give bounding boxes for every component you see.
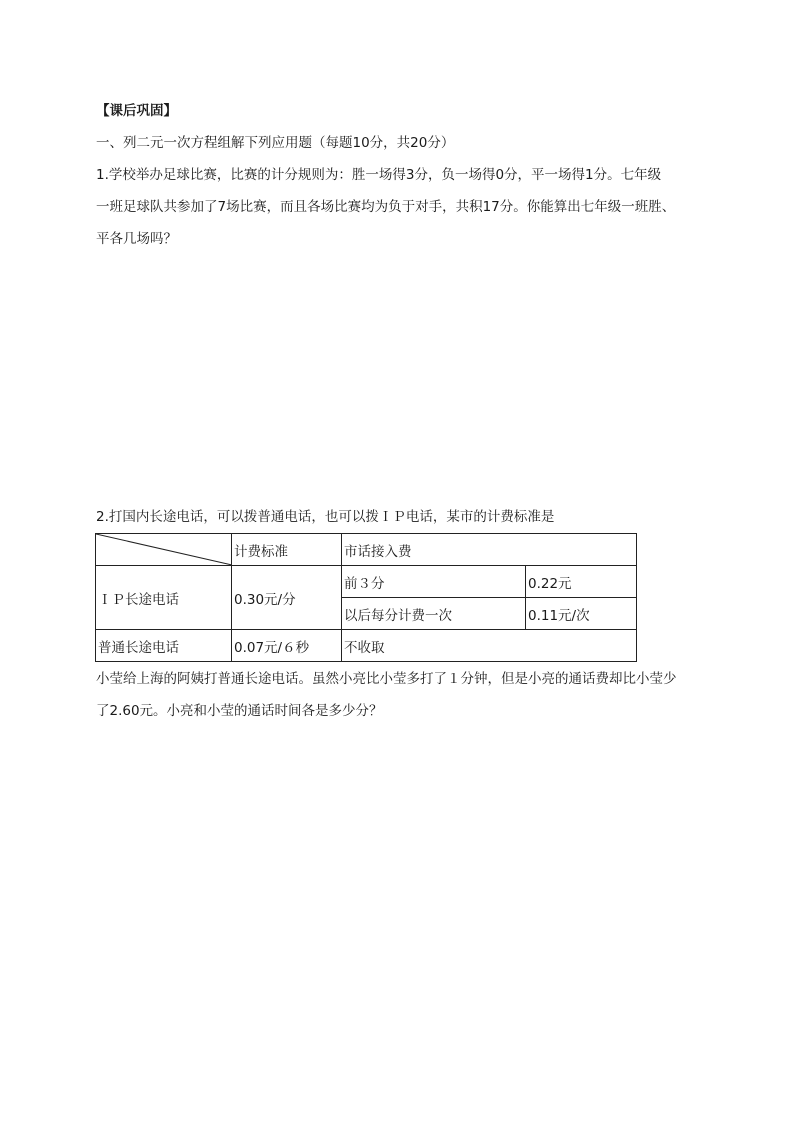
header-access-fee: 市话接入费	[342, 534, 637, 566]
question-1-line-3: 平各几场吗？	[96, 231, 177, 247]
section-title: 【课后巩固】	[96, 103, 177, 119]
fee-table	[95, 533, 637, 662]
question-1-line-2: 一班足球队共参加了7场比赛，而且各场比赛均为负于对手，共积17分。你能算出七年级一班胜、	[96, 199, 676, 215]
ip-call-label: ＩＰ长途电话	[96, 566, 232, 630]
table-row	[96, 566, 637, 598]
diagonal-line-icon	[96, 534, 232, 565]
ip-first-minutes-value: 0.22元	[526, 566, 637, 598]
section-heading: 一、列二元一次方程组解下列应用题（每题10分，共20分）	[96, 135, 455, 151]
ip-call-rate: 0.30元/分	[232, 566, 342, 630]
diagonal-header-cell	[96, 534, 232, 566]
question-2-line-2: 了2.60元。小亮和小莹的通话时间各是多少分？	[96, 703, 383, 719]
table-row	[96, 630, 637, 662]
question-2-intro: 2.打国内长途电话，可以拨普通电话，也可以拨ＩＰ电话，某市的计费标准是	[96, 509, 555, 525]
normal-call-rate: 0.07元/６秒	[232, 630, 342, 662]
table-row	[96, 534, 637, 566]
normal-call-label: 普通长途电话	[96, 630, 232, 662]
ip-after-label: 以后每分计费一次	[342, 598, 526, 630]
normal-call-access: 不收取	[342, 630, 637, 662]
ip-first-minutes-label: 前３分	[342, 566, 526, 598]
question-2-line-1: 小莹给上海的阿姨打普通长途电话。虽然小亮比小莹多打了１分钟，但是小亮的通话费却比小莹少	[96, 671, 677, 687]
ip-after-value: 0.11元/次	[526, 598, 637, 630]
question-1-line-1: 1.学校举办足球比赛，比赛的计分规则为：胜一场得3分，负一场得0分，平一场得1分。七年级	[96, 167, 662, 183]
header-fee-standard: 计费标准	[232, 534, 342, 566]
